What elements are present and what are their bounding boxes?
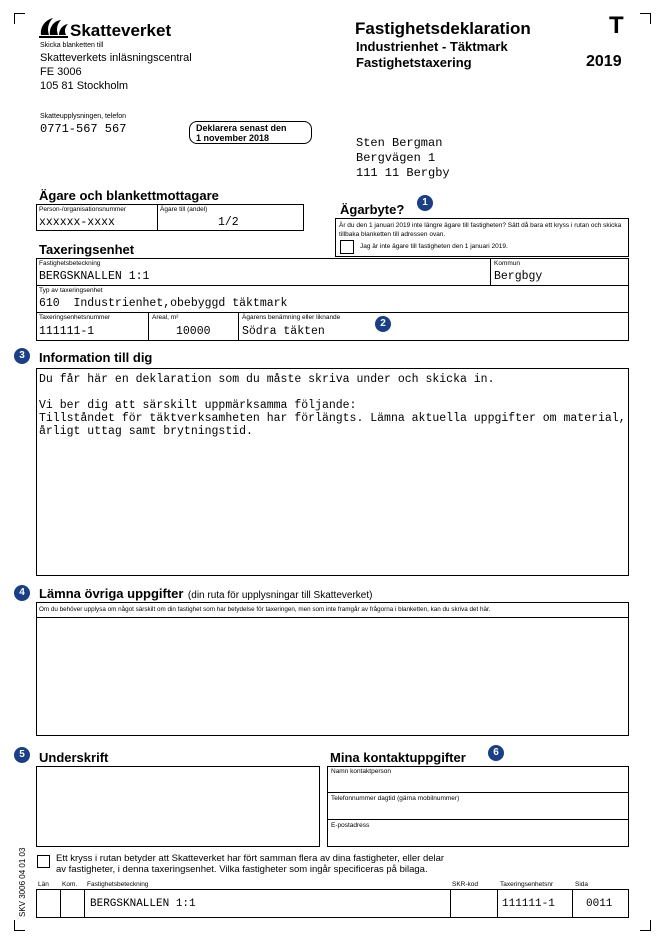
- phone-label: Skatteupplysningen, telefon: [40, 113, 127, 120]
- deadline-box: [189, 121, 312, 144]
- owner-name-label: Ägarens benämning eller liknande: [242, 314, 341, 321]
- logo-text: Skatteverket: [70, 21, 172, 40]
- form-title: Fastighetsdeklaration: [355, 19, 531, 38]
- other-info-box[interactable]: [36, 602, 629, 736]
- col-number-label: Taxeringsenhetsnr: [500, 881, 554, 888]
- send-to-label: Skicka blanketten till: [40, 42, 104, 49]
- address-line: 105 81 Stockholm: [40, 80, 129, 92]
- corner-mark-bottom-left: [14, 920, 25, 931]
- step-4-badge: 4: [14, 585, 30, 601]
- not-owner-checkbox[interactable]: [340, 240, 354, 254]
- contact-email-label: E-postadress: [331, 822, 370, 829]
- other-title: Lämna övriga uppgifter: [39, 586, 184, 601]
- corner-mark-top-left: [14, 13, 25, 24]
- contact-phone-input[interactable]: [328, 803, 628, 818]
- divider: [327, 819, 629, 820]
- recipient-address: [356, 136, 450, 181]
- divider: [572, 889, 573, 918]
- combined-text: [56, 853, 444, 875]
- phone-number: 0771-567 567: [40, 122, 127, 136]
- unit-type-value: 610 Industrienhet,obebyggd täktmark: [39, 297, 288, 310]
- combined-designation: BERGSKNALLEN 1:1: [90, 898, 196, 910]
- address-line: FE 3006: [40, 66, 82, 78]
- corner-mark-top-right: [640, 13, 651, 24]
- share-value: 1/2: [218, 216, 239, 229]
- col-lan-label: Län: [38, 881, 49, 888]
- share-label: Ägare till (andel): [160, 206, 208, 213]
- contact-name-input[interactable]: [328, 776, 628, 791]
- municipality-value: Bergbgy: [494, 270, 543, 283]
- divider: [497, 889, 498, 918]
- step-6-badge: 6: [488, 745, 504, 761]
- not-owner-label: Jag är inte ägare till fastigheten den 1 januari 2019.: [360, 243, 508, 250]
- crown-logo-icon: [36, 13, 70, 39]
- owner-name-value: Södra täkten: [242, 325, 325, 338]
- divider: [36, 312, 629, 313]
- recipient-city: 111 11 Bergby: [356, 166, 450, 180]
- contact-phone-label: Telefonnummer dagtid (gärna mobilnummer): [331, 795, 460, 802]
- info-title: Information till dig: [39, 350, 153, 365]
- combined-text-line2: av fastigheter, i denna taxeringsenhet. Vilka fastigheter som ingår specificeras på bilaga.: [56, 864, 428, 875]
- step-3-badge: 3: [14, 348, 30, 364]
- col-kom-label: Kom.: [62, 881, 78, 888]
- area-value: 10000: [176, 325, 211, 338]
- municipality-label: Kommun: [494, 260, 521, 267]
- contact-title: Mina kontaktuppgifter: [330, 750, 466, 765]
- step-1-badge: 1: [417, 195, 433, 211]
- unit-type-label: Typ av taxeringsenhet: [39, 287, 103, 294]
- divider: [238, 312, 239, 341]
- step-2-badge: 2: [375, 316, 391, 332]
- deadline-line1: Deklarera senast den: [196, 123, 287, 133]
- area-label: Areal, m²: [152, 314, 179, 321]
- col-designation-label: Fastighetsbeteckning: [87, 881, 149, 888]
- divider: [84, 889, 85, 918]
- combined-page: 0011: [586, 898, 613, 910]
- divider: [36, 617, 629, 618]
- form-subtitle-2: Fastighetstaxering: [356, 55, 472, 70]
- contact-name-label: Namn kontaktperson: [331, 768, 391, 775]
- designation-value: BERGSKNALLEN 1:1: [39, 270, 150, 283]
- other-title-row: [39, 585, 372, 603]
- address-line: Skatteverkets inläsningscentral: [40, 52, 192, 64]
- form-letter: T: [609, 12, 624, 39]
- divider: [36, 285, 629, 286]
- unit-number-label: Taxeringsenhetsnummer: [39, 314, 111, 321]
- info-text: Du får här en deklaration som du måste skriva under och skicka in. Vi ber dig att särskilt uppmärksamma följande: Tillståndet för täktverksamheten har förlängts. Lämna aktuella uppgifter om material, årligt uttag samt brytningstid.: [39, 373, 626, 438]
- form-year: 2019: [586, 53, 622, 70]
- recipient-street: Bergvägen 1: [356, 151, 436, 165]
- col-skr-label: SKR-kod: [452, 881, 479, 888]
- other-title-note: (din ruta för upplysningar till Skatteverket): [187, 590, 373, 601]
- corner-mark-bottom-right: [640, 920, 651, 931]
- tax-unit-title: Taxeringsenhet: [39, 242, 135, 257]
- owner-change-text: Är du den 1 januari 2019 inte längre ägare till fastigheten? Sätt då bara ett kryss i rutan och skicka tillbaka blanketten till adressen ovan.: [339, 222, 622, 238]
- recipient-name: Sten Bergman: [356, 136, 443, 150]
- pnr-label: Person-/organisationsnummer: [39, 206, 127, 213]
- col-page-label: Sida: [575, 881, 589, 888]
- divider: [148, 312, 149, 341]
- other-caption: Om du behöver upplysa om något särskilt om din fastighet som har betydelse för taxeringen, men som inte framgår av frågorna i blanketten, kan du skriva det här.: [39, 606, 491, 613]
- form-code: SKV 3006 04 01 03: [18, 847, 27, 917]
- divider: [60, 889, 61, 918]
- step-5-badge: 5: [14, 747, 30, 763]
- return-address: [40, 51, 192, 93]
- unit-number-value: 111111-1: [39, 325, 95, 338]
- form-subtitle-1: Industrienhet - Täktmark: [356, 39, 508, 54]
- combined-number: 111111-1: [502, 898, 555, 910]
- divider: [490, 258, 491, 285]
- contact-email-input[interactable]: [328, 830, 628, 846]
- designation-label: Fastighetsbeteckning: [39, 260, 101, 267]
- owner-change-title: Ägarbyte?: [340, 202, 405, 217]
- combined-text-line1: Ett kryss i rutan betyder att Skatteverket har fört samman flera av dina fastigheter, eller delar: [56, 853, 445, 864]
- pnr-value: xxxxxx-xxxx: [39, 216, 115, 229]
- combined-checkbox: [37, 855, 50, 868]
- owner-section-title: Ägare och blankettmottagare: [39, 188, 219, 203]
- deadline-line2: 1 november 2018: [196, 133, 270, 143]
- divider: [450, 889, 451, 918]
- signature-field[interactable]: [36, 766, 320, 847]
- divider: [327, 792, 629, 793]
- signature-title: Underskrift: [39, 750, 109, 765]
